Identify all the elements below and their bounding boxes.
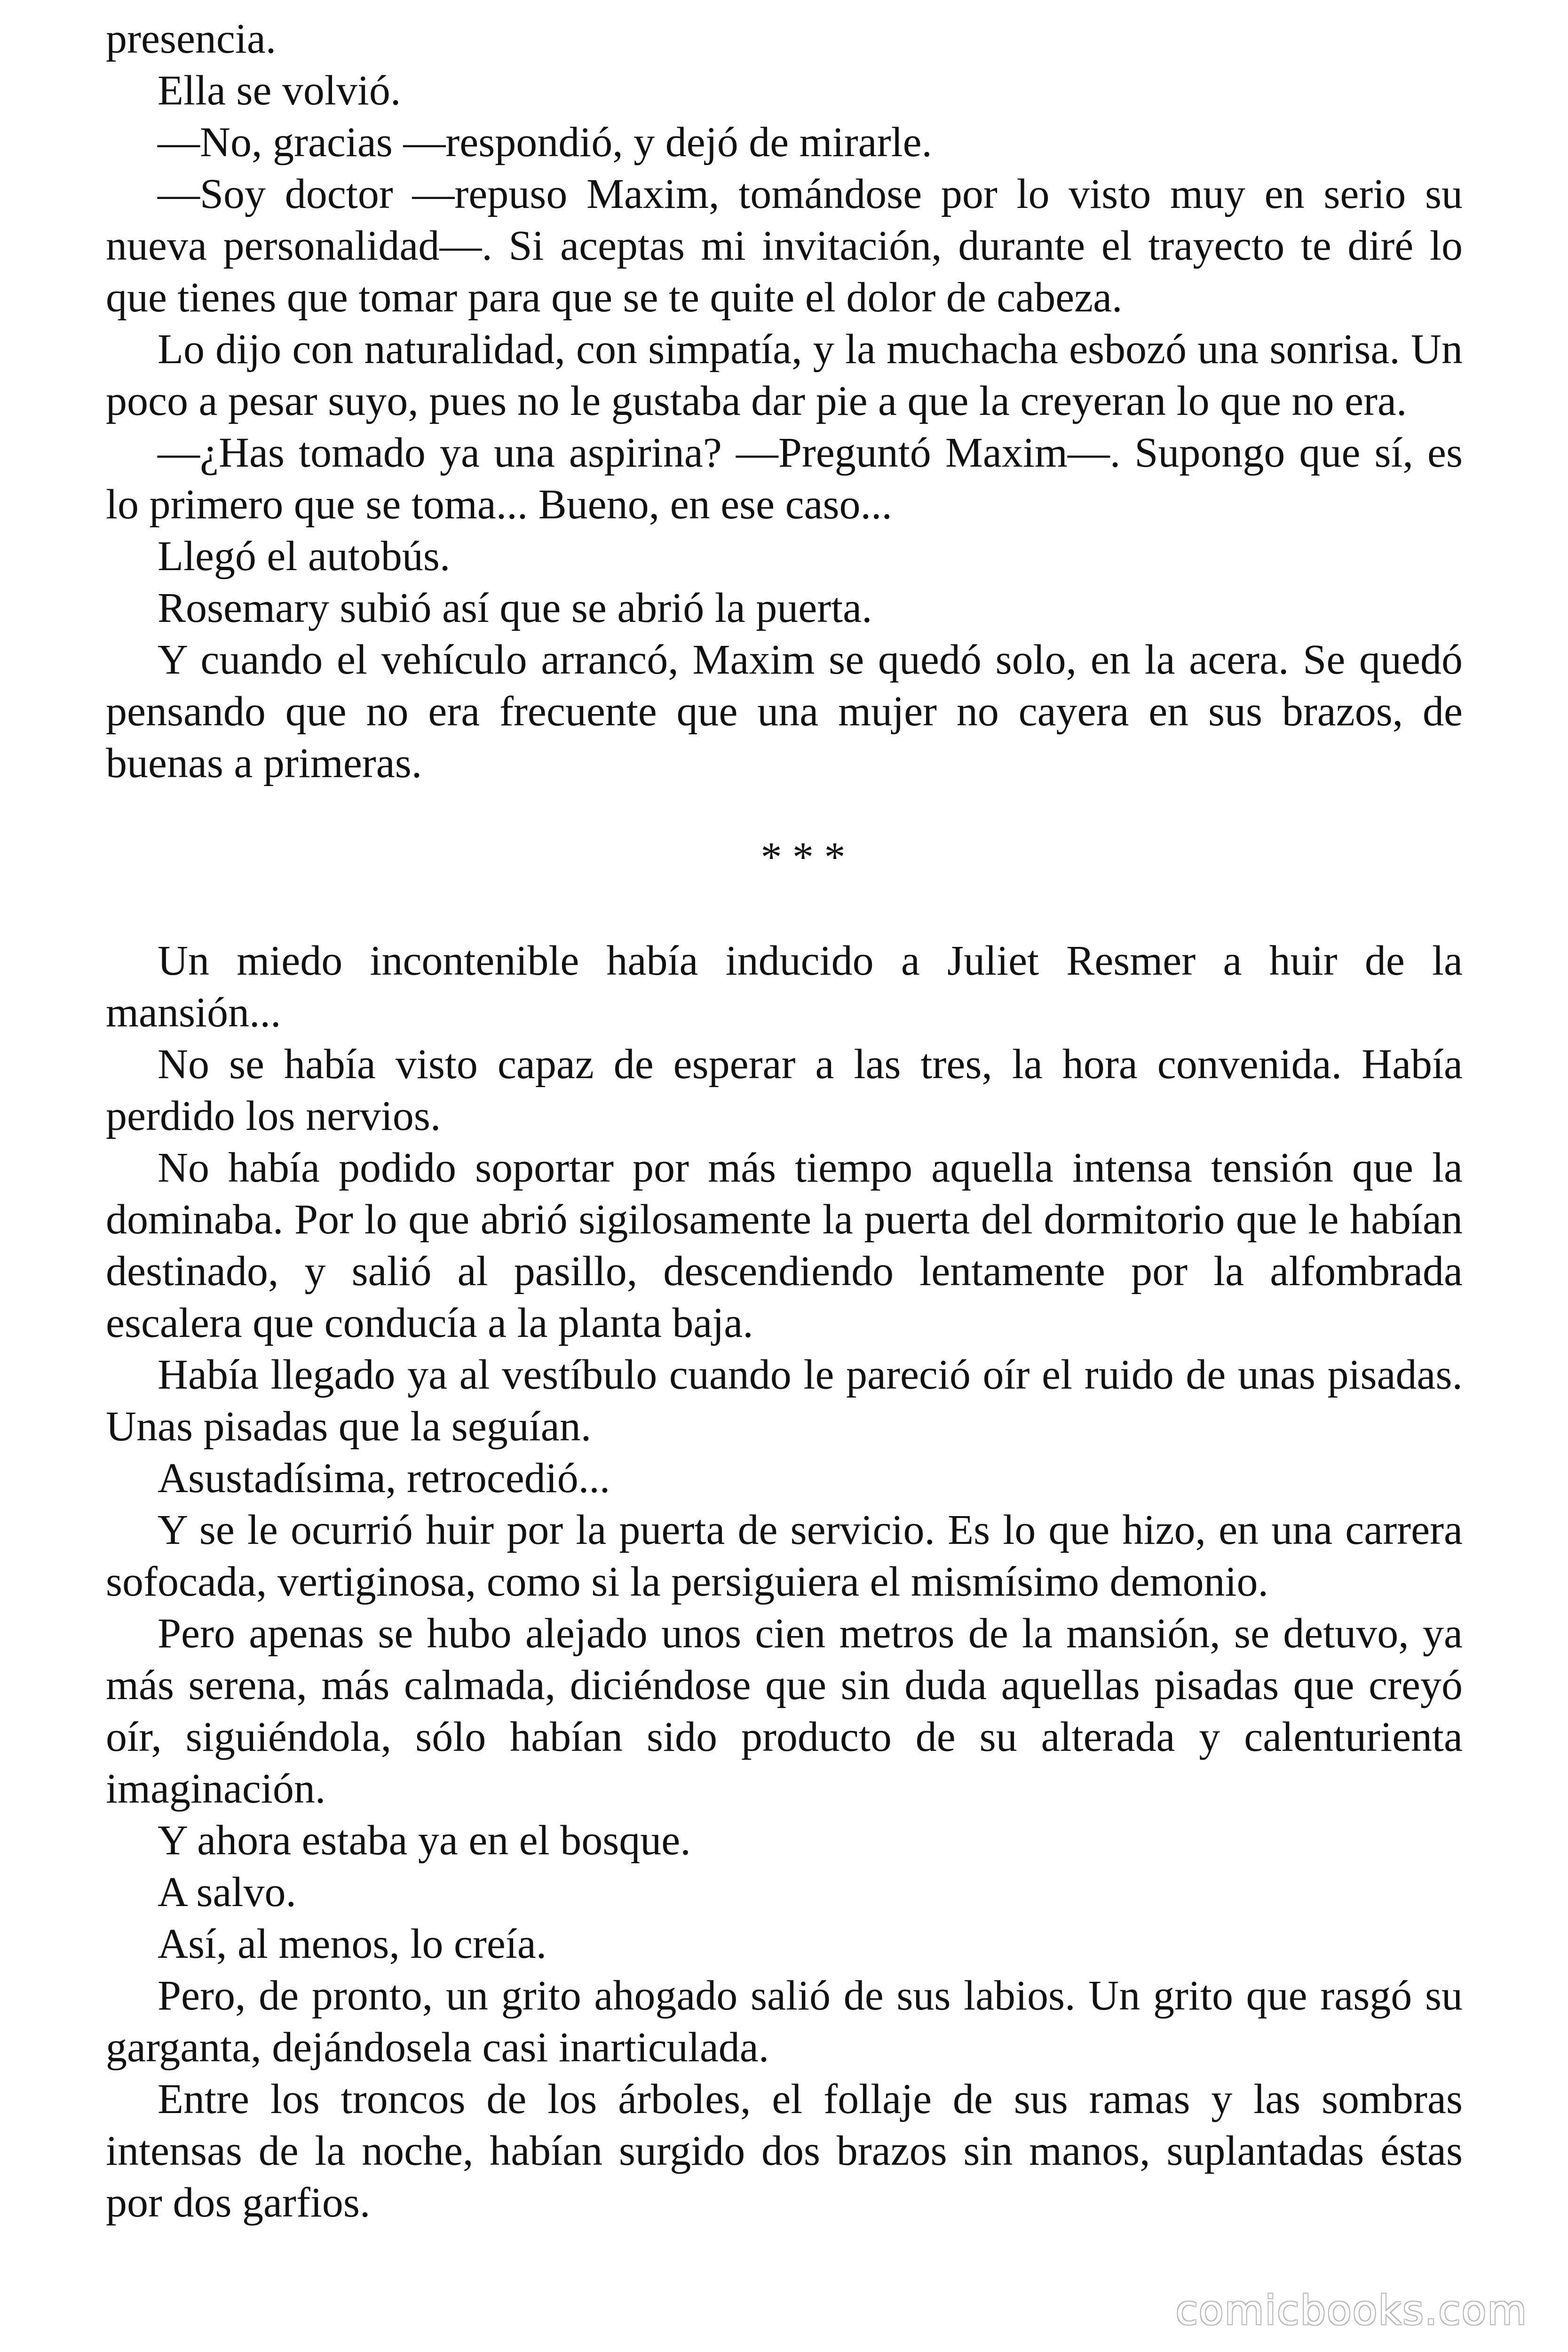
paragraph: Y ahora estaba ya en el bosque. bbox=[158, 1817, 691, 1864]
paragraph: Llegó el autobús. bbox=[158, 533, 451, 580]
paragraph: Pero, de pronto, un grito ahogado salió de sus labios. Un grito que rasgó su garganta, dejándosela casi inarticulada. bbox=[106, 1972, 1463, 2071]
paragraph: Un miedo incontenible había inducido a Juliet Resmer a huir de la mansión... bbox=[106, 938, 1463, 1036]
paragraph: Rosemary subió así que se abrió la puerta. bbox=[158, 585, 872, 631]
paragraph: Ella se volvió. bbox=[158, 67, 401, 114]
paragraph: —¿Has tomado ya una aspirina? —Preguntó Maxim—. Supongo que sí, es lo primero que se toma... Bueno, en ese caso... bbox=[106, 429, 1463, 528]
paragraph: Lo dijo con naturalidad, con simpatía, y la muchacha esbozó una sonrisa. Un poco a pesar suyo, pues no le gustaba dar pie a que la creyeran lo que no era. bbox=[106, 326, 1463, 424]
paragraph: Y cuando el vehículo arrancó, Maxim se quedó solo, en la acera. Se quedó pensando que no era frecuente que una mujer no cayera en sus brazos, de buenas a primeras. bbox=[106, 636, 1463, 787]
paragraph: —Soy doctor —repuso Maxim, tomándose por lo visto muy en serio su nueva personalidad—. Si aceptas mi invitación, durante el trayecto te diré lo que tienes que tomar para que se te quite el dolor de cabeza. bbox=[106, 171, 1463, 321]
paragraph: presencia. bbox=[106, 16, 277, 62]
paragraph: Entre los troncos de los árboles, el follaje de sus ramas y las sombras intensas de la noche, habían surgido dos brazos sin manos, suplantadas éstas por dos garfios. bbox=[106, 2076, 1463, 2226]
paragraph: No se había visto capaz de esperar a las tres, la hora convenida. Había perdido los nervios. bbox=[106, 1041, 1463, 1139]
section-separator: * * * bbox=[760, 834, 846, 881]
paragraph: Pero apenas se hubo alejado unos cien metros de la mansión, se detuvo, ya más serena, más calmada, diciéndose que sin duda aquellas pisadas que creyó oír, siguiéndola, sólo habían sido producto de su alterada y calenturienta imaginación. bbox=[106, 1610, 1463, 1812]
paragraph: Así, al menos, lo creía. bbox=[158, 1921, 547, 1967]
paragraph: Y se le ocurrió huir por la puerta de servicio. Es lo que hizo, en una carrera sofocada, vertiginosa, como si la persiguiera el mismísimo demonio. bbox=[106, 1507, 1463, 1605]
paragraph: A salvo. bbox=[158, 1869, 297, 1915]
paragraph: —No, gracias —respondió, y dejó de mirarle. bbox=[158, 119, 933, 166]
watermark-logo: comicbooks.com bbox=[1175, 2287, 1528, 2334]
paragraph: Había llegado ya al vestíbulo cuando le pareció oír el ruido de unas pisadas. Unas pisadas que la seguían. bbox=[106, 1351, 1463, 1450]
book-page bbox=[106, 13, 1463, 2229]
paragraph: No había podido soportar por más tiempo aquella intensa tensión que la dominaba. Por lo que abrió sigilosamente la puerta del dormitorio que le habían destinado, y salió al pasillo, descendiendo lentamente por la alfombrada escalera que conducía a la planta baja. bbox=[106, 1144, 1463, 1346]
paragraph: Asustadísima, retrocedió... bbox=[158, 1455, 610, 1502]
